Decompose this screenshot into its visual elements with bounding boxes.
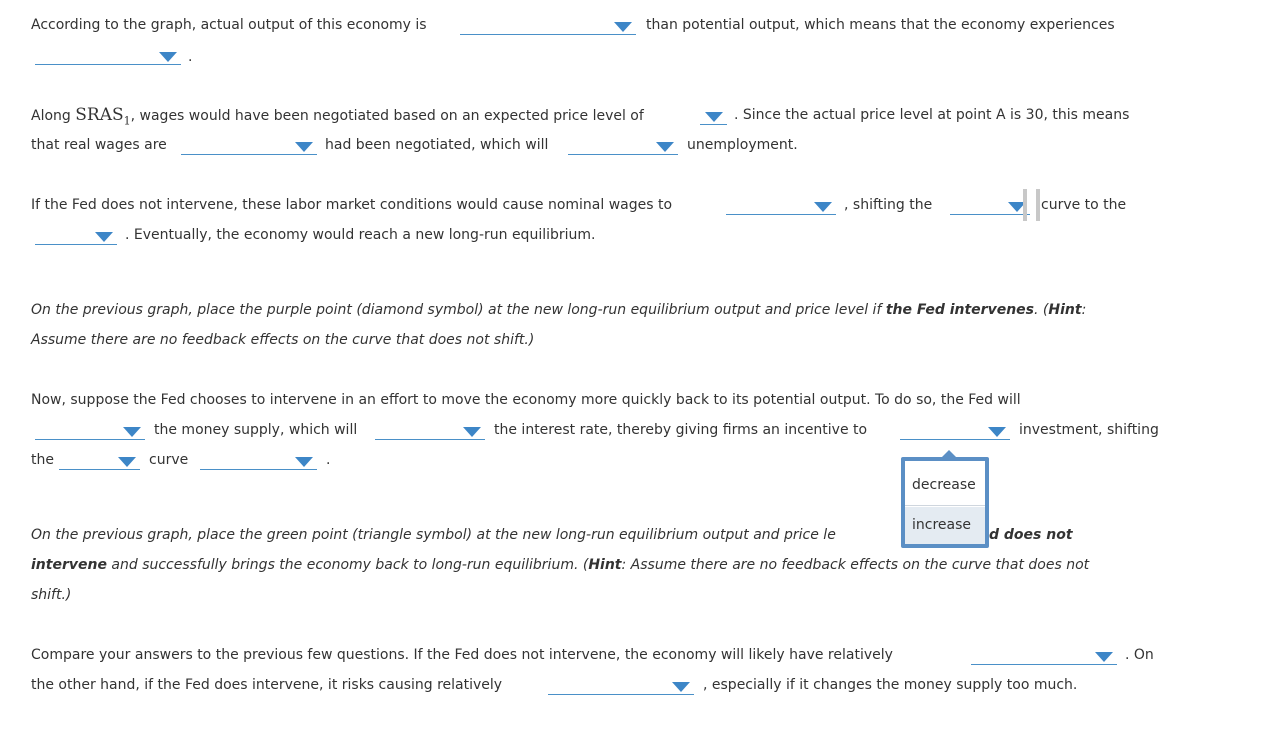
p4-hint-label: Hint — [1048, 302, 1082, 318]
chevron-down-icon — [463, 427, 481, 437]
popup-pointer — [942, 450, 956, 457]
p4-text-e: : — [1081, 302, 1087, 318]
expected-price-level-dropdown[interactable] — [700, 107, 727, 125]
chevron-down-icon — [123, 427, 141, 437]
p5-line3-text-c: . — [326, 452, 331, 468]
p1-line2-period: . — [188, 49, 193, 65]
curve-direction-dropdown[interactable] — [35, 227, 117, 245]
chevron-down-icon — [95, 232, 113, 242]
chevron-down-icon — [705, 112, 723, 122]
handle-bar — [1036, 189, 1040, 221]
chevron-down-icon — [672, 682, 690, 692]
p5-line3-text-a: the — [31, 452, 54, 468]
p2-line1-text-b: , wages would have been negotiated based on an expected price level of — [130, 108, 644, 124]
p7-line2-text-a: the other hand, if the Fed does intervene, it risks causing relatively — [31, 677, 503, 693]
p2-line1-text-a — [31, 105, 644, 128]
p2-along-label: Along — [31, 108, 71, 124]
chevron-down-icon — [988, 427, 1006, 437]
p1-line1-text-a: According to the graph, actual output of this economy is — [31, 17, 427, 33]
curve-shift-direction-dropdown[interactable] — [200, 452, 317, 470]
p6-text-b: and successfully brings the economy back to long-run equilibrium. ( — [106, 557, 589, 573]
p1-line1-text-b: than potential output, which means that the economy experiences — [646, 17, 1115, 33]
option-divider — [905, 505, 985, 506]
shifting-curve-dropdown[interactable] — [950, 197, 1030, 215]
p4-text-c: . ( — [1034, 302, 1049, 318]
p7-line1-text-a: Compare your answers to the previous few questions. If the Fed does not intervene, the economy will likely have relatively — [31, 647, 893, 663]
money-supply-dropdown[interactable] — [35, 422, 145, 440]
investment-dropdown[interactable] — [900, 422, 1010, 440]
chevron-down-icon — [295, 142, 313, 152]
option-decrease[interactable]: decrease — [905, 465, 985, 505]
nominal-wages-dropdown[interactable] — [726, 197, 836, 215]
actual-vs-potential-dropdown[interactable] — [460, 17, 636, 35]
p3-line2-text: . Eventually, the economy would reach a new long-run equilibrium. — [125, 227, 596, 243]
curve-name-dropdown[interactable] — [59, 452, 140, 470]
p6-line1-text-a: On the previous graph, place the green point (triangle symbol) at the new long-run equilibrium output and price le — [31, 527, 836, 543]
p5-line2-text-a: the money supply, which will — [154, 422, 358, 438]
p6-hint-label: Hint — [588, 557, 622, 573]
chevron-down-icon — [1095, 652, 1113, 662]
p3-line1-text-a: If the Fed does not intervene, these labor market conditions would cause nominal wages to — [31, 197, 673, 213]
chevron-down-icon — [159, 52, 177, 62]
fed-not-intervene-outcome-dropdown[interactable] — [971, 647, 1117, 665]
p4-line2: Assume there are no feedback effects on the curve that does not shift.) — [31, 332, 535, 348]
fed-intervene-risk-dropdown[interactable] — [548, 677, 694, 695]
chevron-down-icon — [656, 142, 674, 152]
p3-line1-text-b: , shifting the — [844, 197, 933, 213]
p6-line1-text-b: d does not — [989, 527, 1073, 543]
p2-line2-text-b: had been negotiated, which will — [325, 137, 549, 153]
unemployment-effect-dropdown[interactable] — [568, 137, 678, 155]
p2-line2-text-a: that real wages are — [31, 137, 167, 153]
economy-experiences-dropdown[interactable] — [35, 47, 181, 65]
handle-bar — [1023, 189, 1027, 221]
chevron-down-icon — [614, 22, 632, 32]
sras1-label — [75, 105, 131, 128]
p4-line1 — [31, 300, 1086, 320]
chevron-down-icon — [295, 457, 313, 467]
p5-line2-text-c: investment, shifting — [1019, 422, 1159, 438]
p5-line3-text-b: curve — [149, 452, 189, 468]
p2-line1-text-c: . Since the actual price level at point A is 30, this means — [734, 107, 1130, 123]
sras-subscript: 1 — [123, 114, 131, 128]
p4-bold-fed-intervenes: the Fed intervenes — [885, 302, 1034, 318]
p7-line2-text-b: , especially if it changes the money supply too much. — [703, 677, 1078, 693]
option-increase[interactable]: increase — [905, 507, 985, 544]
sras-main-text: SRAS — [75, 105, 124, 125]
resize-handle[interactable] — [1023, 189, 1041, 221]
chevron-down-icon — [814, 202, 832, 212]
p3-line1-text-c: curve to the — [1041, 197, 1127, 213]
interest-rate-dropdown[interactable] — [375, 422, 485, 440]
p6-text-d: : Assume there are no feedback effects on the curve that does not — [621, 557, 1090, 573]
p5-line1: Now, suppose the Fed chooses to intervene in an effort to move the economy more quickly back to its potential output. To do so, the Fed will — [31, 392, 1021, 408]
p2-line2-text-c: unemployment. — [687, 137, 798, 153]
p5-line2-text-b: the interest rate, thereby giving firms an incentive to — [494, 422, 868, 438]
dropdown-options-popup — [901, 457, 989, 548]
p6-line2 — [31, 555, 1089, 575]
p4-text-a: On the previous graph, place the purple point (diamond symbol) at the new long-run equilibrium output and price level if — [31, 302, 882, 318]
p7-line1-text-b: . On — [1125, 647, 1154, 663]
chevron-down-icon — [118, 457, 136, 467]
p6-bold-intervene: intervene — [31, 557, 107, 573]
real-wages-dropdown[interactable] — [181, 137, 317, 155]
p6-line3: shift.) — [31, 587, 72, 603]
